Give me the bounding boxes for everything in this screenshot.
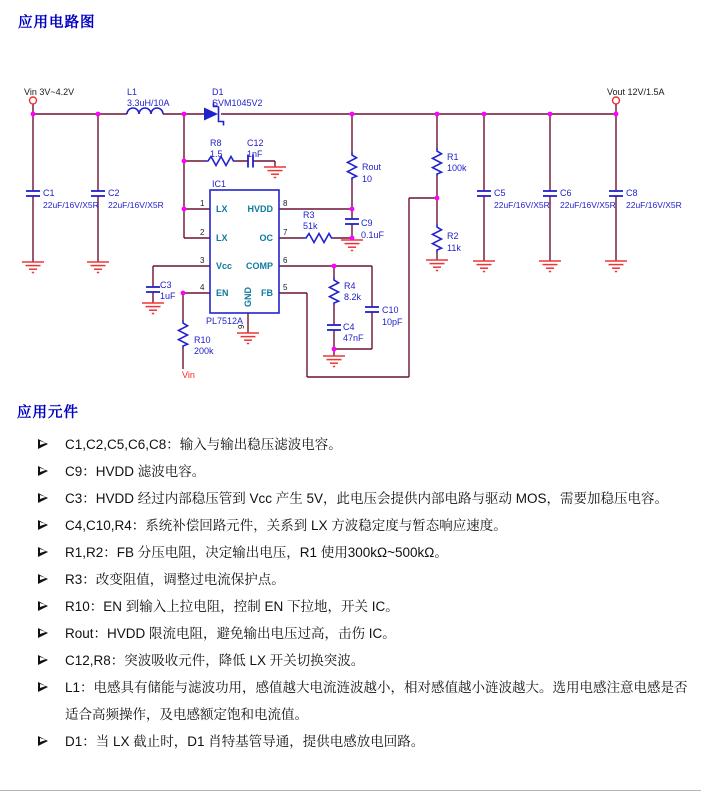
list-item bbox=[0, 593, 701, 620]
capacitor-c3-symbol bbox=[146, 287, 160, 292]
c12-value: 1nF bbox=[247, 149, 263, 159]
pin-number-7: 7 bbox=[283, 228, 288, 237]
capacitor-c10-symbol bbox=[365, 307, 379, 312]
bullet-text: D1：当 LX 截止时，D1 肖特基管导通，提供电感放电回路。 bbox=[65, 734, 425, 749]
bullet-arrow-icon bbox=[38, 566, 65, 593]
r1-value: 100k bbox=[447, 163, 467, 173]
list-item bbox=[0, 512, 701, 539]
bullet-arrow-icon bbox=[38, 593, 65, 620]
ground-symbol bbox=[264, 167, 286, 178]
list-item bbox=[0, 431, 701, 458]
bullet-arrow-icon bbox=[38, 674, 65, 701]
l1-ref: L1 bbox=[127, 87, 138, 97]
c10-ref: C10 bbox=[382, 305, 399, 315]
c9-ref: C9 bbox=[361, 218, 373, 228]
resistor-r10-symbol bbox=[179, 320, 188, 348]
ground-symbol bbox=[87, 262, 109, 273]
r2-value: 11k bbox=[447, 243, 461, 253]
bullet-arrow-icon bbox=[38, 512, 65, 539]
r8-value: 1.5 bbox=[210, 149, 223, 159]
resistor-r2-symbol bbox=[433, 224, 442, 252]
c1-value: 22uF/16V/X5R bbox=[43, 200, 99, 210]
c3-value: 1uF bbox=[160, 291, 176, 301]
bullet-text: C1,C2,C5,C6,C8：输入与输出稳压滤波电容。 bbox=[65, 437, 342, 452]
r1-ref: R1 bbox=[447, 152, 459, 162]
bullet-arrow-icon bbox=[38, 647, 65, 674]
r10-value: 200k bbox=[194, 346, 214, 356]
list-item bbox=[0, 458, 701, 485]
c5-value: 22uF/16V/X5R bbox=[494, 200, 550, 210]
snubber-wire bbox=[184, 161, 275, 167]
bullet-text: C9：HVDD 滤波电容。 bbox=[65, 464, 206, 479]
resistor-rout-symbol bbox=[348, 152, 357, 180]
pin-label-en: EN bbox=[216, 288, 229, 298]
d1-value: SVM1045V2 bbox=[212, 98, 263, 108]
c8-value: 22uF/16V/X5R bbox=[626, 200, 682, 210]
bullet-arrow-icon bbox=[38, 728, 65, 755]
l1-value: 3.3uH/10A bbox=[127, 98, 170, 108]
divider-wire bbox=[409, 114, 437, 260]
bullet-arrow-icon bbox=[38, 458, 65, 485]
capacitor-c1-symbol bbox=[26, 191, 40, 196]
bullet-text: L1：电感具有储能与滤波功用，感值越大电流涟波越小，相对感值越小涟波越大。选用电感注意电感是否适合高频操作，及电感额定饱和电流值。 bbox=[65, 680, 688, 722]
lx-net-wire bbox=[184, 114, 210, 238]
rout-value: 10 bbox=[362, 174, 373, 184]
vout-terminal bbox=[613, 97, 620, 104]
pin-number-4: 4 bbox=[200, 283, 205, 292]
c4-ref: C4 bbox=[343, 322, 355, 332]
c8-ref: C8 bbox=[626, 188, 638, 198]
c2-ref: C2 bbox=[108, 188, 120, 198]
page-bottom-edge bbox=[0, 790, 701, 791]
resistor-r4-symbol bbox=[330, 277, 339, 305]
d1-ref: D1 bbox=[212, 87, 224, 97]
c3-ref: C3 bbox=[160, 280, 172, 290]
resistor-r1-symbol bbox=[433, 148, 442, 176]
c10-value: 10pF bbox=[382, 317, 403, 327]
list-item bbox=[0, 566, 701, 593]
pin-label-oc: OC bbox=[259, 233, 273, 243]
ground-symbol bbox=[323, 356, 345, 367]
pin-number-5: 5 bbox=[283, 283, 288, 292]
vin-terminal bbox=[30, 97, 37, 104]
r2-ref: R2 bbox=[447, 231, 459, 241]
component-notes-section bbox=[0, 401, 701, 755]
capacitor-c8-symbol bbox=[609, 191, 623, 196]
capacitor-c6-symbol bbox=[543, 191, 557, 196]
section-heading: 应用元件 bbox=[17, 405, 79, 421]
r3-ref: R3 bbox=[303, 210, 315, 220]
inductor-l1-symbol bbox=[127, 108, 163, 114]
r8-ref: R8 bbox=[210, 138, 222, 148]
junction-dots bbox=[31, 112, 619, 352]
vout-terminal-label: Vout 12V/1.5A bbox=[607, 87, 665, 97]
r10-ref: R10 bbox=[194, 335, 211, 345]
pin-number-8: 8 bbox=[283, 199, 288, 208]
list-item bbox=[0, 674, 701, 728]
ic-designator: IC1 bbox=[212, 179, 227, 189]
pin-number-3: 3 bbox=[200, 256, 205, 265]
bullet-arrow-icon bbox=[38, 431, 65, 458]
c2-value: 22uF/16V/X5R bbox=[108, 200, 164, 210]
pin-label-gnd: GND bbox=[243, 287, 253, 307]
r4-value: 8.2k bbox=[344, 292, 362, 302]
pin-label-vcc: Vcc bbox=[216, 261, 233, 271]
bullet-list bbox=[0, 431, 701, 755]
list-item bbox=[0, 728, 701, 755]
bullet-text: R10：EN 到输入上拉电阻，控制 EN 下拉地，开关 IC。 bbox=[65, 599, 399, 614]
bullet-text: R3：改变阻值，调整过电流保护点。 bbox=[65, 572, 285, 587]
ground-symbol bbox=[605, 261, 627, 272]
capacitor-c2-symbol bbox=[91, 191, 105, 196]
pin-number-1: 1 bbox=[200, 199, 205, 208]
c1-ref: C1 bbox=[43, 188, 55, 198]
capacitor-c5-symbol bbox=[477, 191, 491, 196]
bullet-arrow-icon bbox=[38, 485, 65, 512]
c6-value: 22uF/16V/X5R bbox=[560, 200, 616, 210]
ground-symbol bbox=[22, 262, 44, 273]
pin-label-lx2: LX bbox=[216, 233, 228, 243]
list-item bbox=[0, 620, 701, 647]
bullet-text: C12,R8：突波吸收元件，降低 LX 开关切换突波。 bbox=[65, 653, 365, 668]
ground-symbol bbox=[539, 261, 561, 272]
pin-label-lx1: LX bbox=[216, 204, 228, 214]
pin-number-6: 6 bbox=[283, 256, 288, 265]
bullet-text: C4,C10,R4：系统补偿回路元件，关系到 LX 方波稳定度与暂态响应速度。 bbox=[65, 518, 507, 533]
en-wire bbox=[183, 293, 210, 369]
vin-terminal-label: Vin 3V~4.2V bbox=[24, 87, 75, 97]
page-title: 应用电路图 bbox=[18, 15, 96, 31]
c6-ref: C6 bbox=[560, 188, 572, 198]
pin-label-fb: FB bbox=[261, 288, 273, 298]
pin-label-comp: COMP bbox=[246, 261, 273, 271]
pin-number-9: 9 bbox=[237, 324, 246, 329]
bullet-arrow-icon bbox=[38, 539, 65, 566]
capacitor-c4-symbol bbox=[327, 325, 341, 330]
bullet-arrow-icon bbox=[38, 620, 65, 647]
ground-symbol bbox=[426, 260, 448, 271]
list-item bbox=[0, 647, 701, 674]
list-item bbox=[0, 485, 701, 512]
rout-ref: Rout bbox=[362, 162, 382, 172]
r3-value: 51k bbox=[303, 221, 318, 231]
en-pullup-net-label: Vin bbox=[182, 370, 195, 380]
c4-value: 47nF bbox=[343, 333, 364, 343]
ground-symbol bbox=[142, 303, 164, 314]
bullet-text: R1,R2：FB 分压电阻，决定输出电压，R1 使用300kΩ~500kΩ。 bbox=[65, 545, 448, 560]
c5-ref: C5 bbox=[494, 188, 506, 198]
ground-symbol bbox=[341, 240, 363, 251]
c12-ref: C12 bbox=[247, 138, 264, 148]
pin-label-hvdd: HVDD bbox=[247, 204, 273, 214]
ground-symbol bbox=[473, 261, 495, 272]
bullet-text: C3：HVDD 经过内部稳压管到 Vcc 产生 5V，此电压会提供内部电路与驱动 MOS，需要加稳压电容。 bbox=[65, 491, 669, 506]
c9-value: 0.1uF bbox=[361, 230, 385, 240]
ic-part-number: PL7512A bbox=[206, 316, 244, 326]
pin-number-2: 2 bbox=[200, 228, 205, 237]
resistor-r3-symbol bbox=[303, 234, 333, 243]
list-item bbox=[0, 539, 701, 566]
bullet-text: Rout：HVDD 限流电阻，避免输出电压过高，击伤 IC。 bbox=[65, 626, 396, 641]
ground-symbol bbox=[237, 333, 259, 344]
power-rail-wire bbox=[33, 104, 616, 114]
capacitor-c9-symbol bbox=[345, 219, 359, 224]
r4-ref: R4 bbox=[344, 281, 356, 291]
